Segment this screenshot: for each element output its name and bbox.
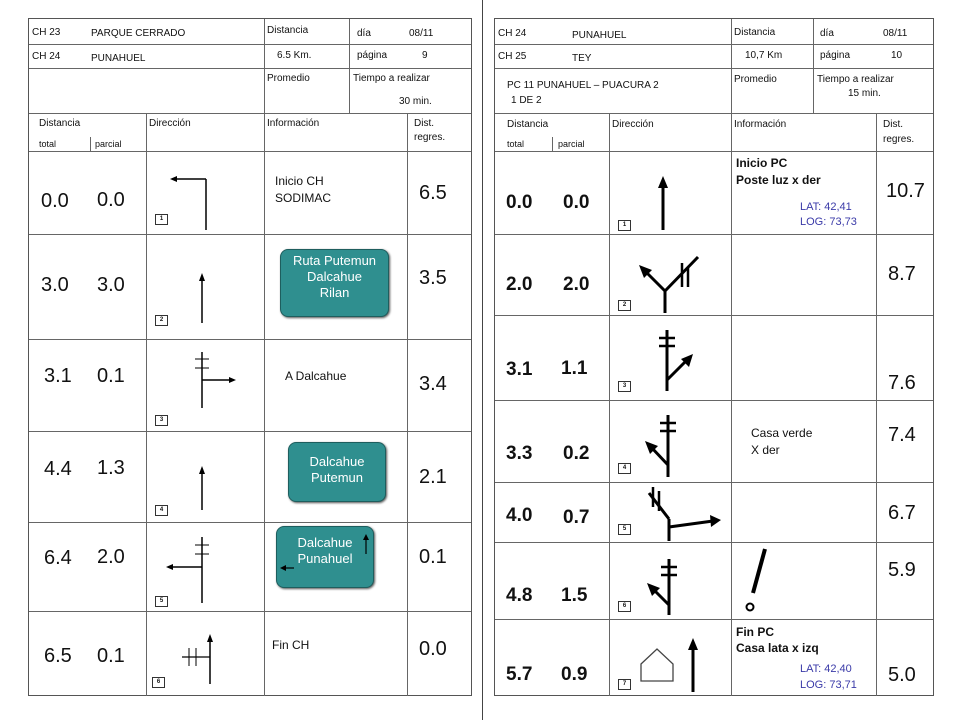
straight-arrow-icon xyxy=(146,432,264,522)
ch-from-name: PARQUE CERRADO xyxy=(91,28,186,39)
dist-regres: 3.5 xyxy=(419,267,447,289)
row-number: 6 xyxy=(152,677,165,688)
distancia-label: Distancia xyxy=(734,27,776,38)
bear-left-tulip-icon xyxy=(609,543,731,619)
partial-distance: 0.0 xyxy=(97,189,125,211)
sign-line: Dalcahue xyxy=(307,269,362,284)
latitude: LAT: 42,40 xyxy=(800,663,852,675)
total-distance: 3.3 xyxy=(506,443,533,464)
total-distance: 4.4 xyxy=(44,458,72,480)
partial-distance: 1.3 xyxy=(97,457,125,479)
info-text: Fin CH xyxy=(272,638,310,652)
row-number: 5 xyxy=(155,596,168,607)
sign-line: Rilan xyxy=(319,285,350,300)
dist-regres: 6.5 xyxy=(419,182,447,204)
partial-distance: 2.0 xyxy=(563,274,590,295)
total-distance: 6.4 xyxy=(44,547,72,569)
ch-from-name: PUNAHUEL xyxy=(572,30,627,41)
pc-subtitle: 1 DE 2 xyxy=(511,95,542,106)
ch-from-code: CH 24 xyxy=(498,28,527,39)
col-dist-regres-2: regres. xyxy=(883,134,915,145)
dist-regres: 5.0 xyxy=(888,664,916,686)
col-dist-regres-1: Dist. xyxy=(414,118,434,129)
partial-distance: 0.7 xyxy=(563,507,590,528)
dist-regres: 2.1 xyxy=(419,466,447,488)
page-divider xyxy=(482,0,483,720)
pc-title: PC 11 PUNAHUEL – PUACURA 2 xyxy=(507,80,659,91)
straight-arrow-icon xyxy=(609,152,731,234)
partial-distance: 1.1 xyxy=(561,358,588,379)
straight-arrow-icon xyxy=(146,235,264,339)
info-text: X der xyxy=(751,443,780,457)
col-informacion: Información xyxy=(734,119,787,130)
info-text: Fin PC xyxy=(736,625,774,639)
total-distance: 3.1 xyxy=(44,365,72,387)
finish-flag-icon xyxy=(146,612,264,696)
partial-distance: 1.5 xyxy=(561,585,588,606)
row-number: 4 xyxy=(155,505,168,516)
dist-regres: 5.9 xyxy=(888,559,916,581)
col-parcial: parcial xyxy=(95,139,122,149)
row-number: 5 xyxy=(618,524,631,535)
row-number: 6 xyxy=(618,601,631,612)
partial-distance: 3.0 xyxy=(97,274,125,296)
left-arrow-icon xyxy=(280,563,294,573)
col-direccion: Dirección xyxy=(612,119,654,130)
partial-distance: 0.0 xyxy=(563,192,590,213)
sign-line: Dalcahue xyxy=(309,454,365,469)
total-distance: 4.0 xyxy=(506,505,533,526)
ch-to-code: CH 25 xyxy=(498,51,527,62)
info-text: Poste luz x der xyxy=(736,173,821,187)
partial-distance: 0.1 xyxy=(97,645,125,667)
total-distance: 6.5 xyxy=(44,645,72,667)
dist-regres: 8.7 xyxy=(888,263,916,285)
total-distance: 4.8 xyxy=(506,585,533,606)
pagina-label: página xyxy=(820,50,851,61)
total-distance: 3.1 xyxy=(506,359,533,380)
partial-distance: 0.2 xyxy=(563,443,590,464)
col-direccion: Dirección xyxy=(149,118,191,129)
partial-distance: 0.9 xyxy=(561,664,588,685)
col-informacion: Información xyxy=(267,118,320,129)
tiempo-label: Tiempo a realizar xyxy=(817,74,894,85)
dist-regres: 10.7 xyxy=(886,180,925,202)
bear-left-tulip-icon xyxy=(609,401,731,482)
roadbook-page-10 xyxy=(494,18,934,696)
col-dist-regres-1: Dist. xyxy=(883,119,903,130)
row-number: 2 xyxy=(155,315,168,326)
longitude: LOG: 73,71 xyxy=(800,679,857,691)
row-number: 1 xyxy=(155,214,168,225)
dia-label: día xyxy=(357,28,371,39)
ch-to-code: CH 24 xyxy=(32,51,61,62)
total-distance: 2.0 xyxy=(506,274,533,295)
pagina-label: página xyxy=(357,50,388,61)
distancia-value: 6.5 Km. xyxy=(277,50,312,61)
info-sign-box xyxy=(280,249,389,317)
info-text: Inicio CH xyxy=(275,174,324,188)
info-sign-box xyxy=(276,526,374,588)
ch-to-name: PUNAHUEL xyxy=(91,53,146,64)
latitude: LAT: 42,41 xyxy=(800,201,852,213)
dia-value: 08/11 xyxy=(409,28,434,39)
dist-regres: 6.7 xyxy=(888,502,916,524)
house-icon xyxy=(639,647,677,683)
row-number: 3 xyxy=(155,415,168,426)
ch-to-name: TEY xyxy=(572,53,592,64)
danger-exclamation-icon xyxy=(731,543,781,619)
dist-regres: 0.1 xyxy=(419,546,447,568)
col-total: total xyxy=(507,139,525,149)
sign-line: Putemun xyxy=(310,470,364,485)
dist-regres: 7.6 xyxy=(888,372,916,394)
dist-regres: 7.4 xyxy=(888,424,916,446)
info-sign-box xyxy=(288,442,386,502)
col-total: total xyxy=(39,139,57,149)
info-text: A Dalcahue xyxy=(285,369,347,383)
ch-from-code: CH 23 xyxy=(32,27,61,38)
row-number: 4 xyxy=(618,463,631,474)
distancia-label: Distancia xyxy=(267,25,309,36)
dist-regres: 3.4 xyxy=(419,373,447,395)
roadbook-page-9 xyxy=(28,18,472,696)
tiempo-value: 15 min. xyxy=(848,88,881,99)
tiempo-value: 30 min. xyxy=(399,96,432,107)
row-number: 2 xyxy=(618,300,631,311)
row-number: 3 xyxy=(618,381,631,392)
total-distance: 0.0 xyxy=(506,192,533,213)
pagina-value: 10 xyxy=(891,50,903,61)
info-text: Inicio PC xyxy=(736,156,788,170)
partial-distance: 0.1 xyxy=(97,365,125,387)
dia-label: día xyxy=(820,28,834,39)
right-turn-tulip-icon xyxy=(146,340,264,431)
row-number: 7 xyxy=(618,679,631,690)
col-distancia: Distancia xyxy=(507,119,549,130)
fork-left-tulip-icon xyxy=(609,235,731,315)
turn-left-tulip-icon xyxy=(146,152,264,234)
up-arrow-icon xyxy=(361,533,371,555)
row-number: 1 xyxy=(618,220,631,231)
sign-line: Dalcahue xyxy=(297,535,353,550)
pagina-value: 9 xyxy=(422,50,428,61)
col-parcial: parcial xyxy=(558,139,585,149)
dist-regres: 0.0 xyxy=(419,638,447,660)
keep-right-tulip-icon xyxy=(609,483,731,542)
info-text: Casa lata x izq xyxy=(736,641,819,655)
promedio-label: Promedio xyxy=(267,73,310,84)
sign-line: Punahuel xyxy=(297,551,353,566)
total-distance: 3.0 xyxy=(41,274,69,296)
info-text: Casa verde xyxy=(751,426,813,440)
total-distance: 0.0 xyxy=(41,190,69,212)
col-dist-regres-2: regres. xyxy=(414,132,446,143)
total-distance: 5.7 xyxy=(506,664,533,685)
partial-distance: 2.0 xyxy=(97,546,125,568)
longitude: LOG: 73,73 xyxy=(800,216,857,228)
left-turn-tulip-icon xyxy=(146,523,264,611)
col-distancia: Distancia xyxy=(39,118,81,129)
info-text: SODIMAC xyxy=(275,191,332,205)
bear-right-tulip-icon xyxy=(609,316,731,400)
distancia-value: 10,7 Km xyxy=(745,50,783,61)
dia-value: 08/11 xyxy=(883,28,908,39)
promedio-label: Promedio xyxy=(734,74,777,85)
tiempo-label: Tiempo a realizar xyxy=(353,73,430,84)
sign-line: Ruta Putemun xyxy=(292,253,377,268)
